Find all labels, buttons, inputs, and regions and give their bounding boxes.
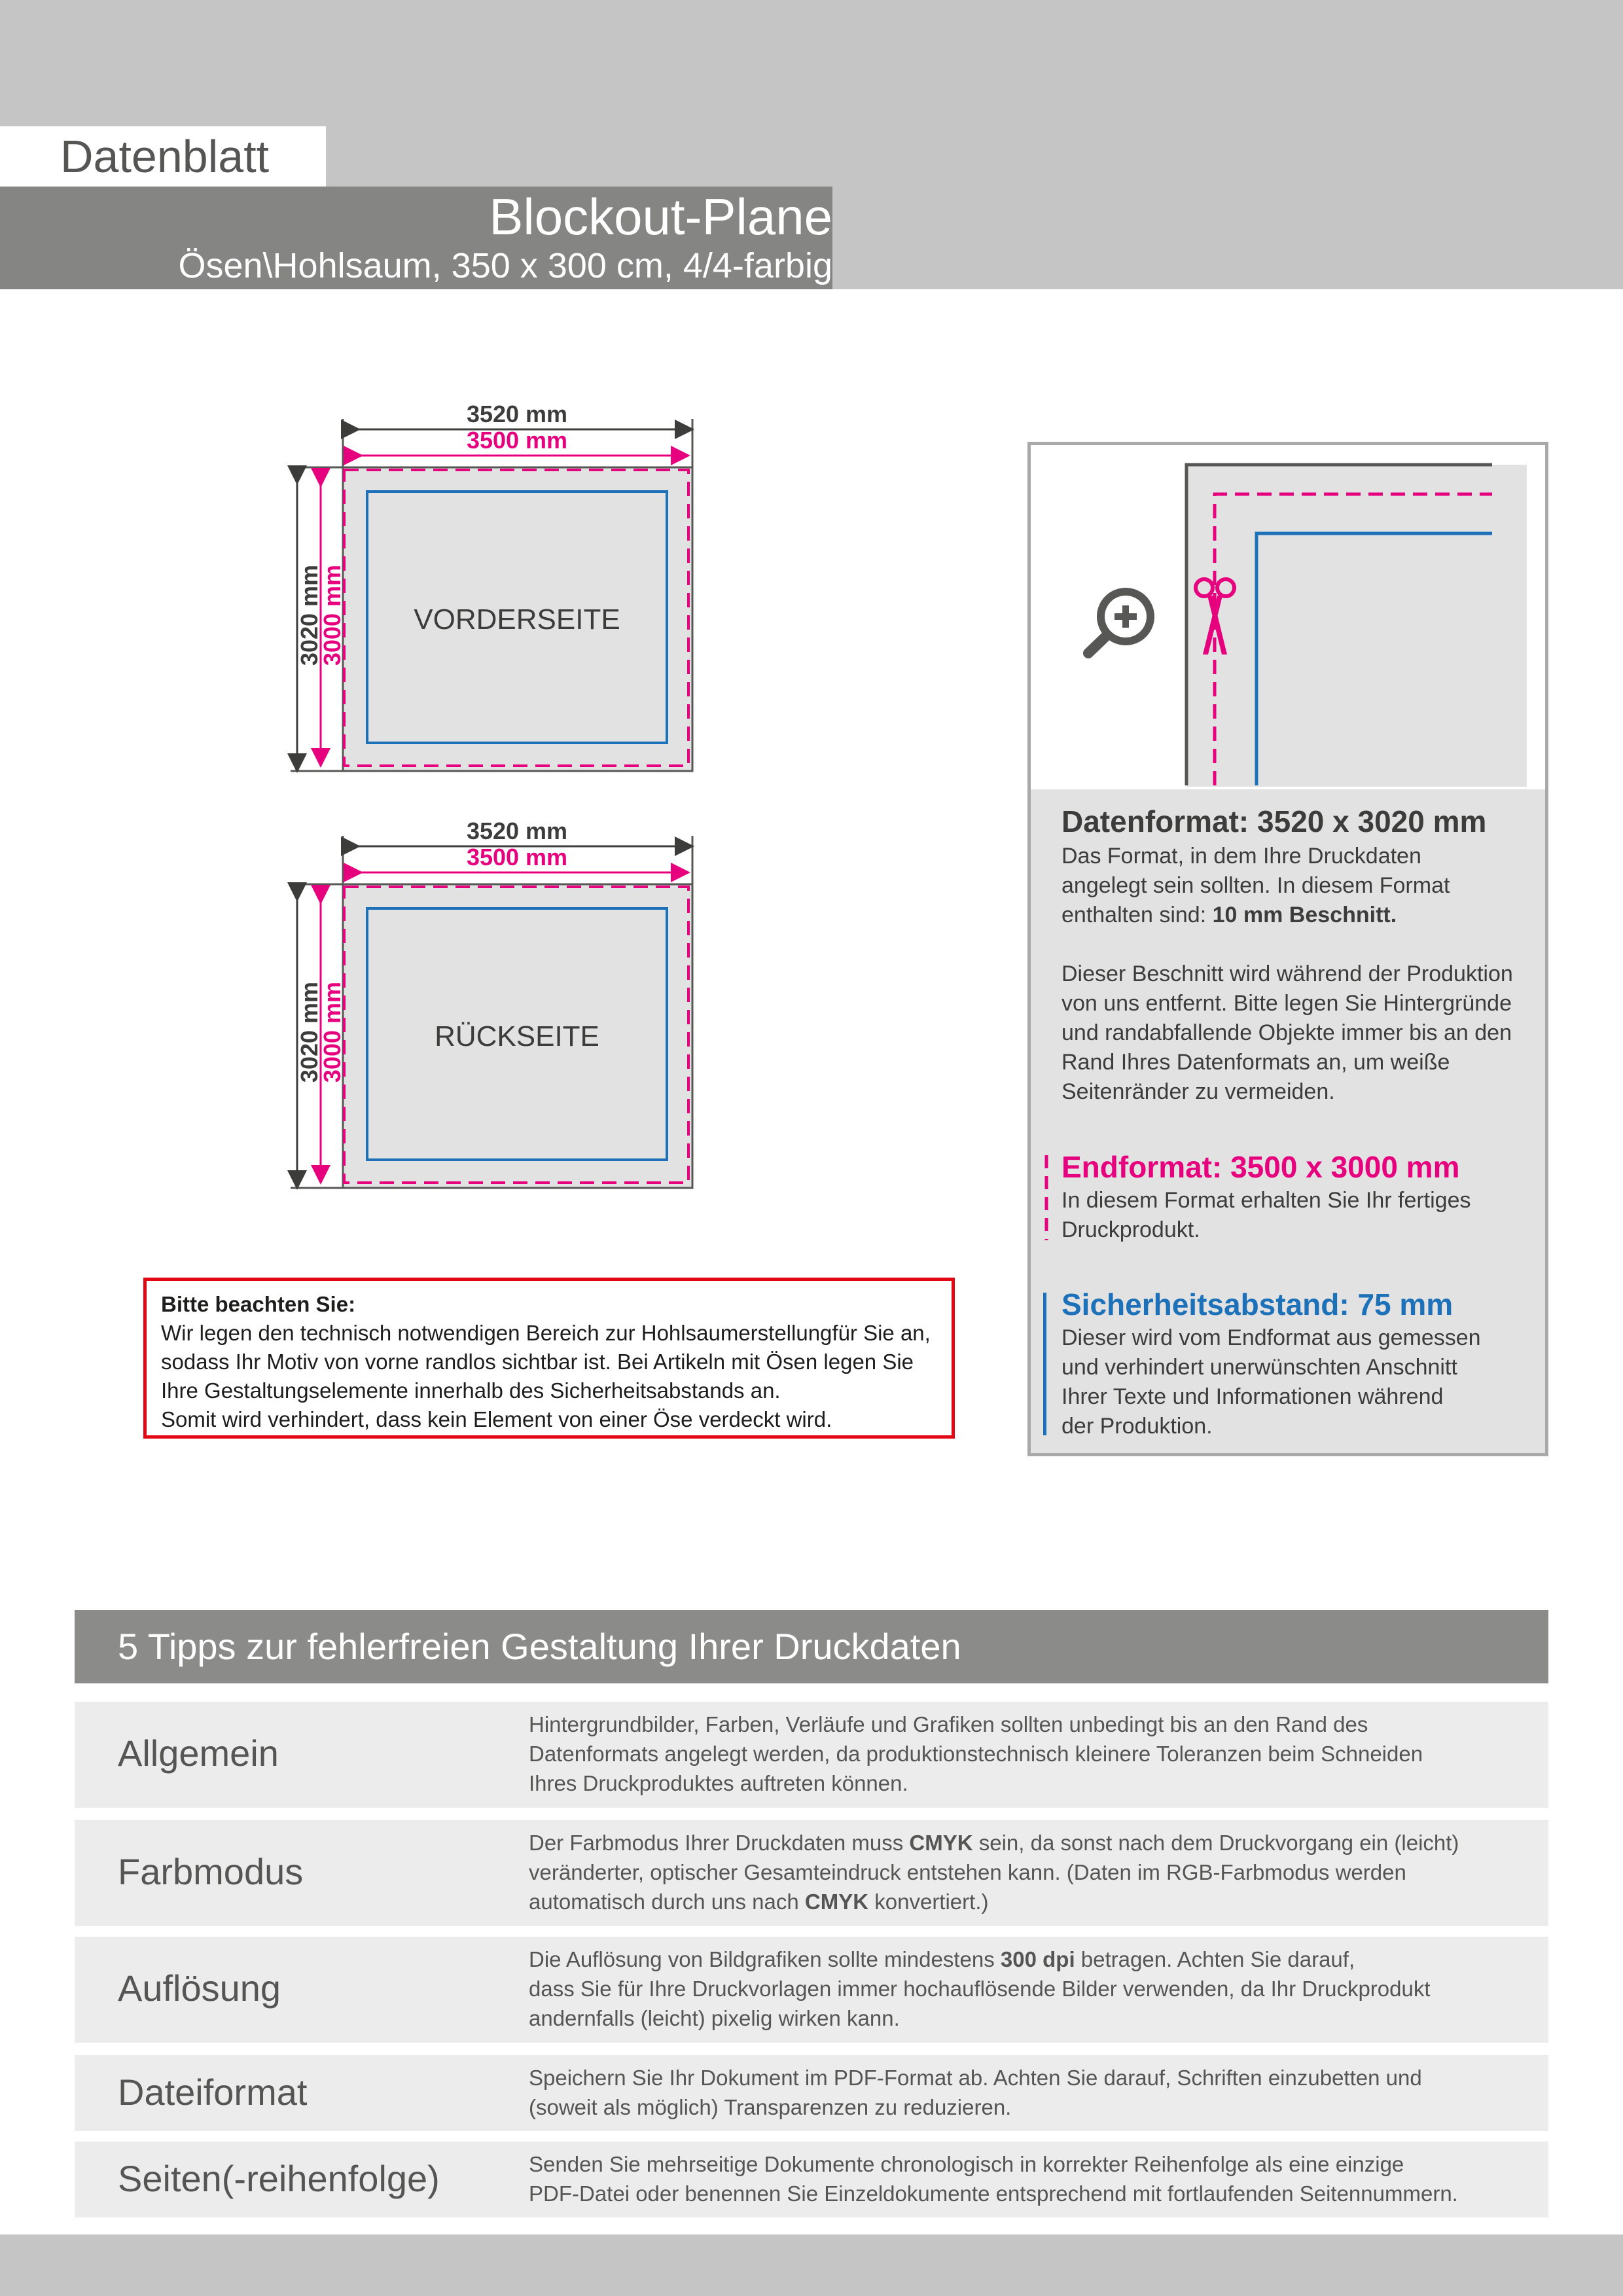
back-height-final-label: 3000 mm xyxy=(319,981,346,1083)
safety-marker xyxy=(1043,1293,1046,1435)
back-side-label: RÜCKSEITE xyxy=(435,1020,599,1052)
notice-title: Bitte beachten Sie: xyxy=(161,1292,356,1316)
endformat-title: Endformat: 3500 x 3000 mm xyxy=(1061,1150,1460,1184)
footer-band xyxy=(0,2234,1623,2296)
sicherheit-text: Dieser wird vom Endformat aus gemessen und verhindert unerwünschten Anschnitt Ihrer Texte und Informationen während der Produktion. xyxy=(1061,1325,1481,1439)
zoom-in-icon xyxy=(1088,588,1154,653)
tip-row-dateiformat xyxy=(75,2055,1548,2131)
notice-text: Wir legen den technisch notwendigen Bereich zur Hohlsaumerstellungfür Sie an, sodass Ihr Motiv von vorne randlos sichtbar ist. Bei Artikeln mit Ösen legen Sie Ihre Gestaltungselemente innerhalb des Sicherheitsabstands an. Somit wird verhindert, dass kein Element von einer Öse verdeckt wird. xyxy=(161,1321,931,1431)
front-width-data-label: 3520 mm xyxy=(466,401,568,427)
tip-row-allgemein xyxy=(75,1702,1548,1808)
product-title: Blockout-Plane xyxy=(489,188,832,245)
datenformat-text: Das Format, in dem Ihre Druckdaten angelegt sein sollten. In diesem Format enthalten sind: 10 mm Beschnitt. Dieser Beschnitt wird während der Produktion von uns entfernt. Bitte legen Sie Hintergründe und randabfallende Objekte immer bis an den Rand Ihres Datenformats an, um weiße Seitenränder zu vermeiden. xyxy=(1061,844,1513,1104)
tip-text: Senden Sie mehrseitige Dokumente chronologisch in korrekter Reihenfolge als eine einzige PDF-Datei oder benennen Sie Einzeldokumente entsprechend mit fortlaufenden Seitennummern. xyxy=(529,2152,1458,2206)
front-width-final-label: 3500 mm xyxy=(466,427,568,454)
product-subtitle: Ösen\Hohlsaum, 350 x 300 cm, 4/4-farbig xyxy=(178,246,832,285)
front-side-label: VORDERSEITE xyxy=(414,603,620,636)
tip-text: Speichern Sie Ihr Dokument im PDF-Format ab. Achten Sie darauf, Schriften einzubetten und (soweit als möglich) Transparenzen zu reduzieren. xyxy=(529,2066,1422,2119)
notice-box xyxy=(143,1278,955,1439)
back-height-data-label: 3020 mm xyxy=(296,981,323,1083)
datenblatt-label: Datenblatt xyxy=(60,131,270,182)
tips-title: 5 Tipps zur fehlerfreien Gestaltung Ihrer Druckdaten xyxy=(118,1626,961,1667)
front-height-final-label: 3000 mm xyxy=(319,564,346,666)
front-height-data-label: 3020 mm xyxy=(296,564,323,666)
endformat-marker xyxy=(1043,1155,1050,1240)
back-width-final-label: 3500 mm xyxy=(466,844,568,870)
zoom-detail-illustration xyxy=(1031,445,1545,789)
tip-text: Hintergrundbilder, Farben, Verläufe und Grafiken sollten unbedingt bis an den Rand des Datenformats angelegt werden, da produktionstechnisch kleinere Toleranzen beim Schneiden Ihres Druckproduktes auftreten können. xyxy=(529,1712,1423,1795)
tip-label: Allgemein xyxy=(118,1732,279,1774)
tip-text: Die Auflösung von Bildgrafiken sollte mindestens 300 dpi betragen. Achten Sie darauf, dass Sie für Ihre Druckvorlagen immer hochauflösende Bilder verwenden, da Ihr Druckprodukt andernfalls (leicht) pixelig wirken kann. xyxy=(529,1947,1431,2030)
datenformat-title: Datenformat: 3520 x 3020 mm xyxy=(1061,804,1487,838)
back-width-data-label: 3520 mm xyxy=(466,817,568,844)
tip-row-farbmodus xyxy=(75,1820,1548,1926)
tip-row-aufloesung xyxy=(75,1937,1548,2043)
tip-label: Dateiformat xyxy=(118,2072,308,2113)
tip-text: Der Farbmodus Ihrer Druckdaten muss CMYK sein, da sonst nach dem Druckvorgang ein (leicht) veränderter, optischer Gesamteindruck entstehen kann. (Daten im RGB-Farbmodus werden automatisch durch uns nach CMYK konvertiert.) xyxy=(529,1831,1459,1914)
endformat-text: In diesem Format erhalten Sie Ihr fertiges Druckprodukt. xyxy=(1061,1188,1471,1242)
tip-row-seiten xyxy=(75,2142,1548,2217)
tip-label: Seiten(-reihenfolge) xyxy=(118,2158,440,2199)
sicherheit-title: Sicherheitsabstand: 75 mm xyxy=(1061,1287,1454,1321)
tip-label: Auflösung xyxy=(118,1967,281,2009)
tip-label: Farbmodus xyxy=(118,1851,304,1892)
